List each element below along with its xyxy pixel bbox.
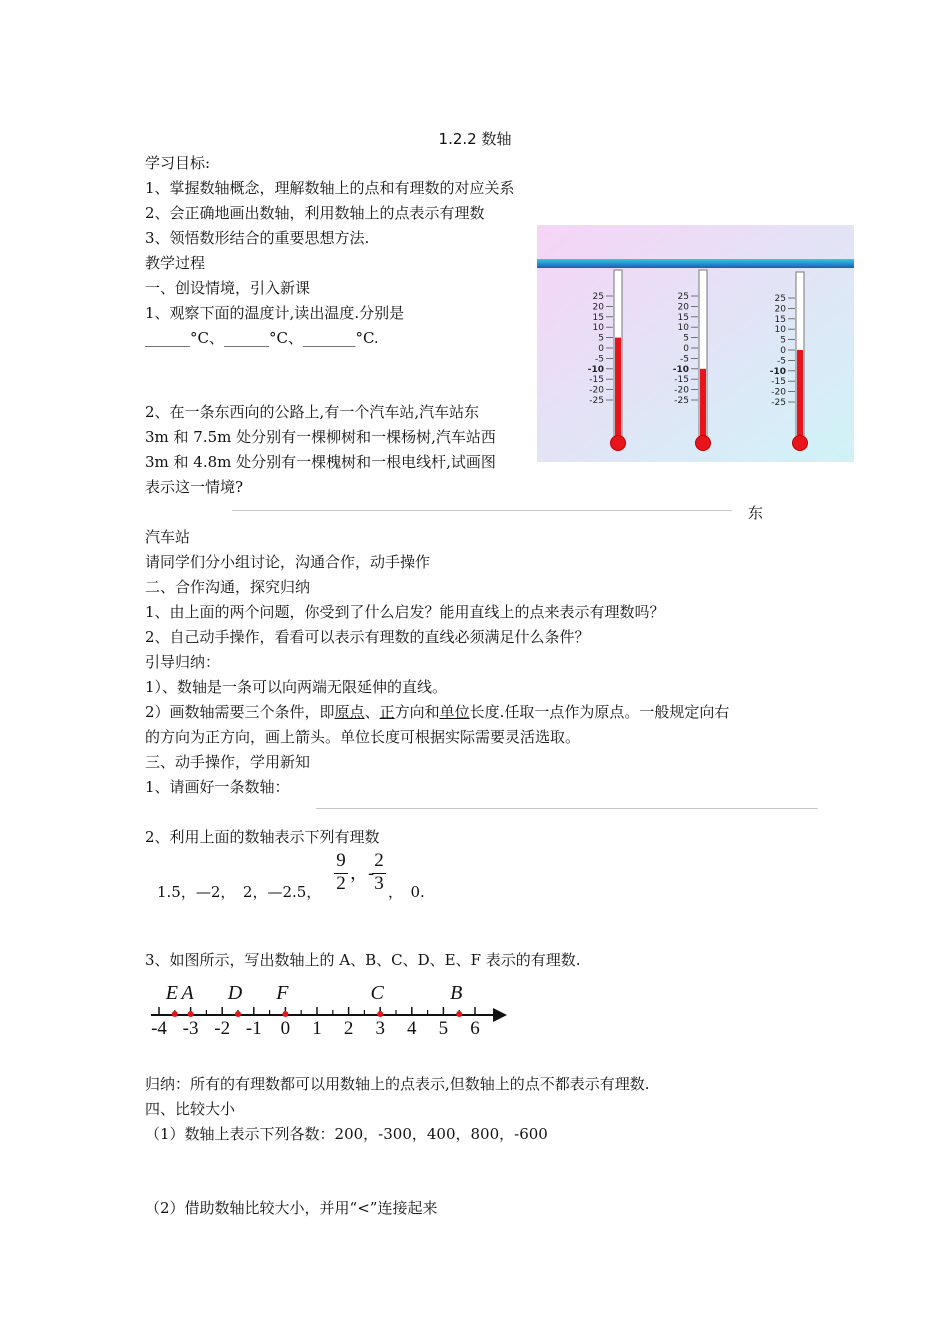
section1-q2-line3: 3m 和 4.8m 处分别有一棵槐树和一根电线杆,试画图 xyxy=(145,453,496,471)
number-line-svg xyxy=(145,975,515,1045)
fraction-separator: ，- xyxy=(350,863,375,884)
scale-label: -20 xyxy=(771,387,786,398)
scale-label: 20 xyxy=(592,302,604,313)
objectives-heading: 学习目标: xyxy=(145,154,211,172)
point-2-cont: 的方向为正方向，画上箭头。单位长度可根据实际需要灵活选取。 xyxy=(145,728,581,746)
scale-label: 0 xyxy=(683,344,689,354)
scale-label: 25 xyxy=(677,292,689,302)
objective-2: 2、会正确地画出数轴，利用数轴上的点表示有理数 xyxy=(145,204,485,222)
point-2-c: 长度.任取一点作为原点。一般规定向右 xyxy=(469,703,730,721)
positive-term: 正 xyxy=(379,703,395,721)
objective-1: 1、掌握数轴概念，理解数轴上的点和有理数的对应关系 xyxy=(145,179,515,197)
road-line xyxy=(232,510,732,511)
section3-q1: 1、请画好一条数轴： xyxy=(145,778,290,796)
draw-axis-line xyxy=(316,808,818,809)
section3-q2: 2、利用上面的数轴表示下列有理数 xyxy=(145,828,380,846)
tick-label: -1 xyxy=(245,1018,262,1039)
scale-label: -10 xyxy=(587,364,604,375)
tick-label: -4 xyxy=(151,1018,167,1039)
hanging-rail xyxy=(537,259,854,268)
temperature-blanks: ______°C、______°C、_______°C. xyxy=(145,329,379,347)
section2-heading: 二、合作沟通，探究归纳 xyxy=(145,578,311,596)
scale-label: -25 xyxy=(589,396,604,406)
thermometer-bulb xyxy=(696,436,711,451)
guide-label: 引导归纳： xyxy=(145,653,221,671)
discuss-text: 请同学们分小组讨论，沟通合作，动手操作 xyxy=(145,553,431,571)
point-2 xyxy=(145,702,729,722)
scale-label: 5 xyxy=(598,333,604,344)
point-label-C: C xyxy=(370,982,384,1004)
scale-label: -10 xyxy=(769,366,786,377)
scale-label: 0 xyxy=(780,346,786,356)
tick-label: 0 xyxy=(280,1018,291,1039)
thermometer-image xyxy=(537,225,854,462)
tick-label: -3 xyxy=(182,1018,199,1039)
east-label: 东 xyxy=(748,504,764,522)
fraction-2-den: 3 xyxy=(374,873,384,894)
scale-label: 15 xyxy=(774,314,786,325)
point-2-a: 2）画数轴需要三个条件，即 xyxy=(145,703,335,721)
section1-q1: 1、观察下面的温度计,读出温度.分别是 xyxy=(145,304,405,322)
scale-label: -25 xyxy=(674,396,689,406)
conclusion: 归纳：所有的有理数都可以用数轴上的点表示,但数轴上的点不都表示有理数. xyxy=(145,1075,650,1093)
scale-label: 25 xyxy=(592,292,604,302)
scale-label: 25 xyxy=(774,294,786,304)
objective-3: 3、领悟数形结合的重要思想方法. xyxy=(145,229,370,247)
tick-label: -2 xyxy=(214,1018,231,1039)
point-B xyxy=(456,1011,462,1017)
point-2-b: 方向和 xyxy=(394,703,440,721)
tick-label: 5 xyxy=(438,1018,449,1039)
scale-label: 15 xyxy=(592,312,604,323)
scale-label: -5 xyxy=(595,354,604,365)
point-A xyxy=(188,1011,194,1017)
section2-q2: 2、自己动手操作，看看可以表示有理数的直线必须满足什么条件？ xyxy=(145,628,590,646)
section4-heading: 四、比较大小 xyxy=(145,1100,236,1118)
tick-label: 6 xyxy=(470,1018,480,1039)
scale-label: -25 xyxy=(771,398,786,408)
point-label-D: D xyxy=(227,982,243,1004)
scale-label: 0 xyxy=(598,344,604,354)
point-F xyxy=(282,1011,288,1017)
thermometer-bulb xyxy=(611,436,626,451)
fraction-1-num: 9 xyxy=(336,850,346,871)
numbers-list-b: ， 0. xyxy=(388,883,425,901)
scale-label: -15 xyxy=(771,377,786,388)
section1-heading: 一、创设情境，引入新课 xyxy=(145,279,311,297)
scale-label: -15 xyxy=(589,375,604,386)
point-2-sep: 、 xyxy=(364,703,380,721)
scale-label: -5 xyxy=(777,356,786,367)
point-label-E: E xyxy=(165,982,178,1004)
point-1: 1）、数轴是一条可以向两端无限延伸的直线。 xyxy=(145,678,448,696)
scale-label: 10 xyxy=(592,323,604,334)
thermometer-bulb xyxy=(793,436,808,451)
scale-label: 20 xyxy=(774,304,786,315)
tick-label: 2 xyxy=(343,1018,354,1039)
unit-term: 单位 xyxy=(439,703,470,721)
numbers-list-a: 1.5，—2， 2，—2.5， xyxy=(157,883,322,901)
scale-label: -10 xyxy=(672,364,689,375)
page-title: 1.2.2 数轴 xyxy=(438,130,512,148)
fraction-2-bar xyxy=(372,873,386,874)
mercury-column xyxy=(615,338,621,443)
scale-label: -5 xyxy=(680,354,689,365)
mercury-column xyxy=(797,350,803,443)
tick-label: 1 xyxy=(312,1018,322,1039)
scale-label: -20 xyxy=(589,385,604,396)
number-line-figure xyxy=(145,975,515,1045)
scale-label: 10 xyxy=(774,325,786,336)
point-label-F: F xyxy=(276,982,289,1004)
scale-label: -20 xyxy=(674,385,689,396)
fraction-1-den: 2 xyxy=(336,873,346,894)
process-heading: 教学过程 xyxy=(145,254,206,272)
tick-label: 3 xyxy=(375,1018,385,1039)
section4-q2: （2）借助数轴比较大小，并用“<”连接起来 xyxy=(145,1199,438,1217)
fraction-2-num: 2 xyxy=(374,850,384,871)
mercury-column xyxy=(700,369,706,443)
station-label: 汽车站 xyxy=(145,528,191,546)
fraction-nine-halves xyxy=(333,850,349,894)
fraction-1-bar xyxy=(334,873,348,874)
section3-q3: 3、如图所示，写出数轴上的 A、B、C、D、E、F 表示的有理数. xyxy=(145,951,581,969)
tick-label: 4 xyxy=(407,1018,417,1039)
section1-q2-line4: 表示这一情境? xyxy=(145,478,244,496)
section1-q2-line1: 2、在一条东西向的公路上,有一个汽车站,汽车站东 xyxy=(145,403,480,421)
scale-label: 5 xyxy=(780,335,786,346)
origin-term: 原点 xyxy=(334,703,365,721)
fraction-two-thirds xyxy=(371,850,387,894)
point-C xyxy=(377,1011,383,1017)
scale-label: 15 xyxy=(677,312,689,323)
point-D xyxy=(235,1011,241,1017)
scale-label: -15 xyxy=(674,375,689,386)
section4-q1: （1）数轴上表示下列各数：200，-300，400，800，-600 xyxy=(145,1125,548,1143)
scale-label: 10 xyxy=(677,323,689,334)
section3-heading: 三、动手操作，学用新知 xyxy=(145,753,311,771)
scale-label: 5 xyxy=(683,333,689,344)
point-E xyxy=(172,1011,178,1017)
section1-q2-line2: 3m 和 7.5m 处分别有一棵柳树和一棵杨树,汽车站西 xyxy=(145,428,496,446)
axis-arrow xyxy=(493,1008,507,1022)
thermometer-figure xyxy=(537,225,854,462)
section2-q1: 1、由上面的两个问题，你受到了什么启发？能用直线上的点来表示有理数吗？ xyxy=(145,603,665,621)
point-label-A: A xyxy=(181,982,194,1004)
scale-label: 20 xyxy=(677,302,689,313)
point-label-B: B xyxy=(450,982,463,1004)
